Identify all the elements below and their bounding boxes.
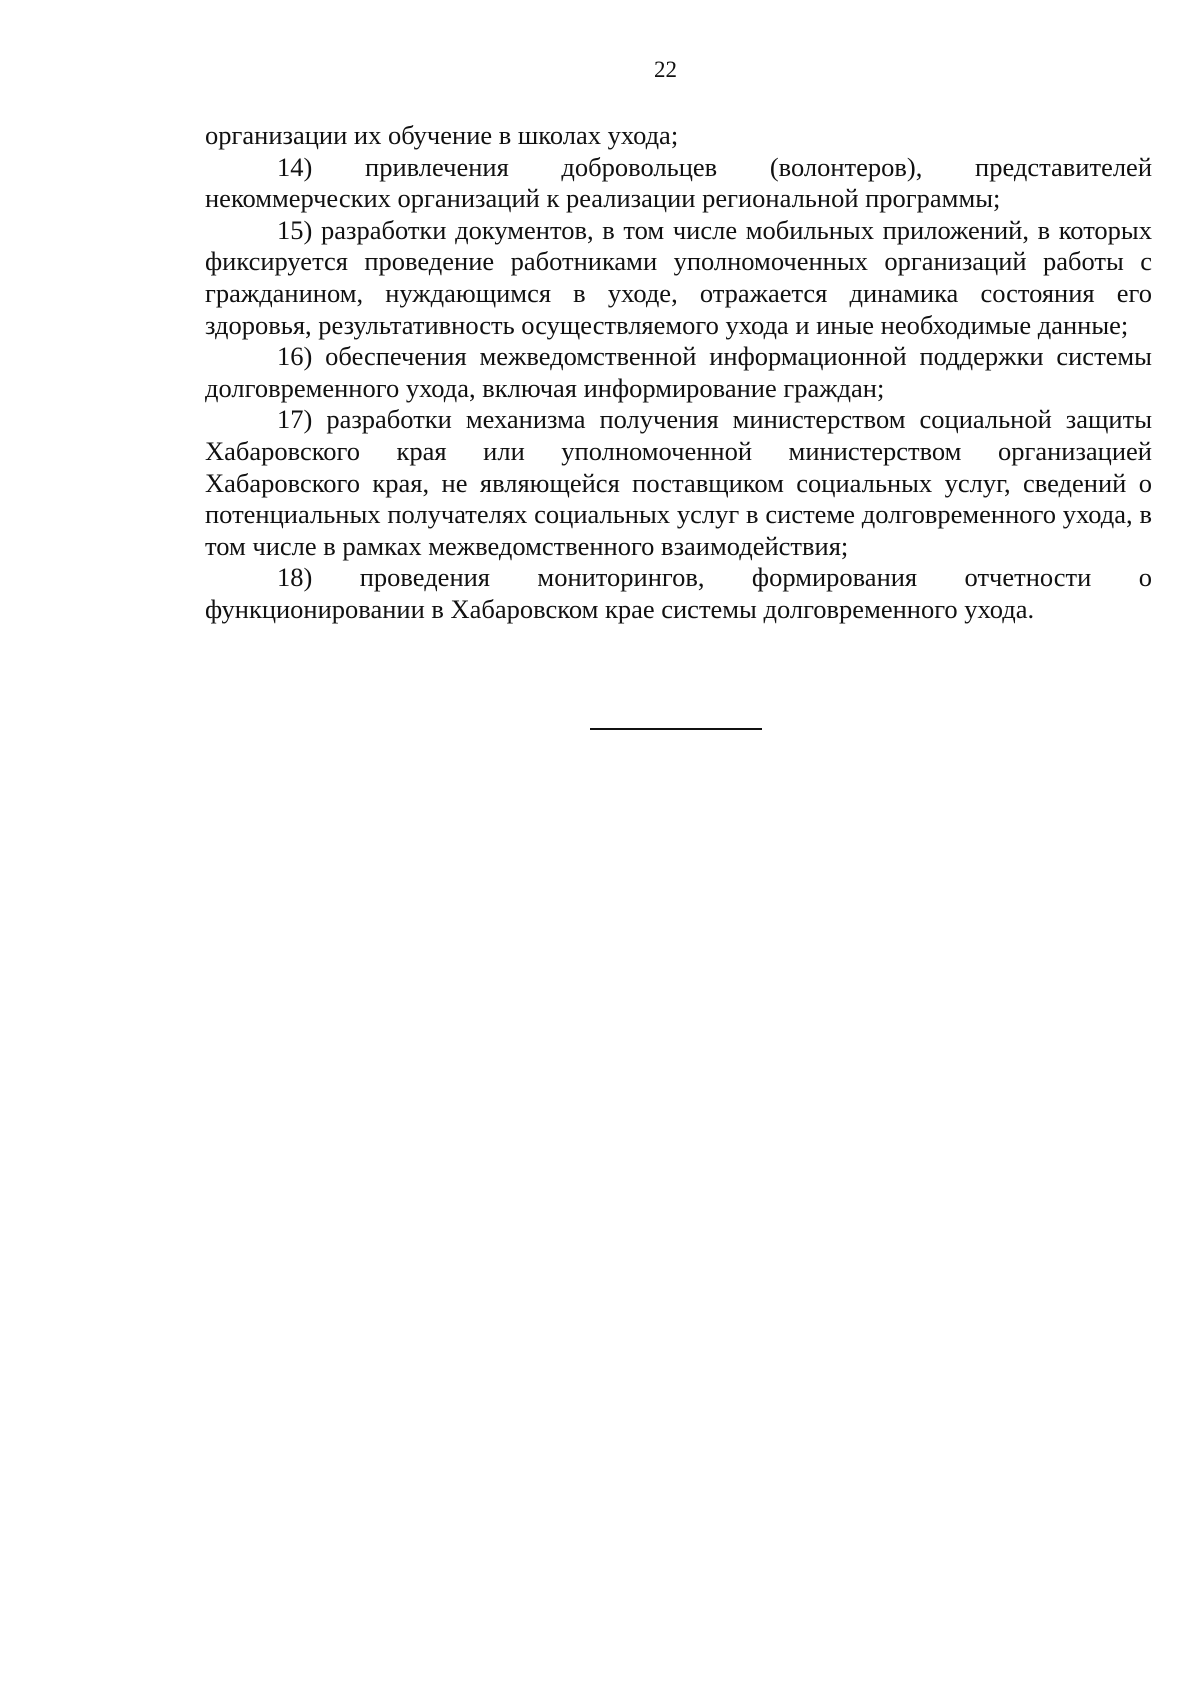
page-number: 22 [654, 57, 677, 82]
paragraph-item-17: 17) разработки механизма получения министерством социальной защиты Хабаровского края или уполномоченной министерством организацией Хабаровского края, не являющейся поставщиком социальных услуг, сведений о потенциальных получателях социальных услуг в системе долговременного ухода, в том числе в рамках межведомственного взаимодействия; [205, 404, 1152, 561]
paragraph-item-18: 18) проведения мониторингов, формирования отчетности о функционировании в Хабаровском крае системы долговременного ухода. [205, 562, 1152, 624]
paragraph-item-14: 14) привлечения добровольцев (волонтеров), представителей некоммерческих организаций к реализации региональной программы; [205, 151, 1152, 214]
document-body [205, 120, 1152, 626]
paragraph-item-16: 16) обеспечения межведомственной информационной поддержки системы долговременного ухода, включая информирование граждан; [205, 341, 1152, 403]
end-rule-divider [590, 728, 762, 730]
paragraph-continuation: организации их обучение в школах ухода; [205, 120, 679, 150]
paragraph-item-15: 15) разработки документов, в том числе мобильных приложений, в которых фиксируется проведение работниками уполномоченных организаций работы с гражданином, нуждающимся в уходе, отражается динамика состояния его здоровья, результативность осуществляемого ухода и иные необходимые данные; [205, 214, 1152, 340]
